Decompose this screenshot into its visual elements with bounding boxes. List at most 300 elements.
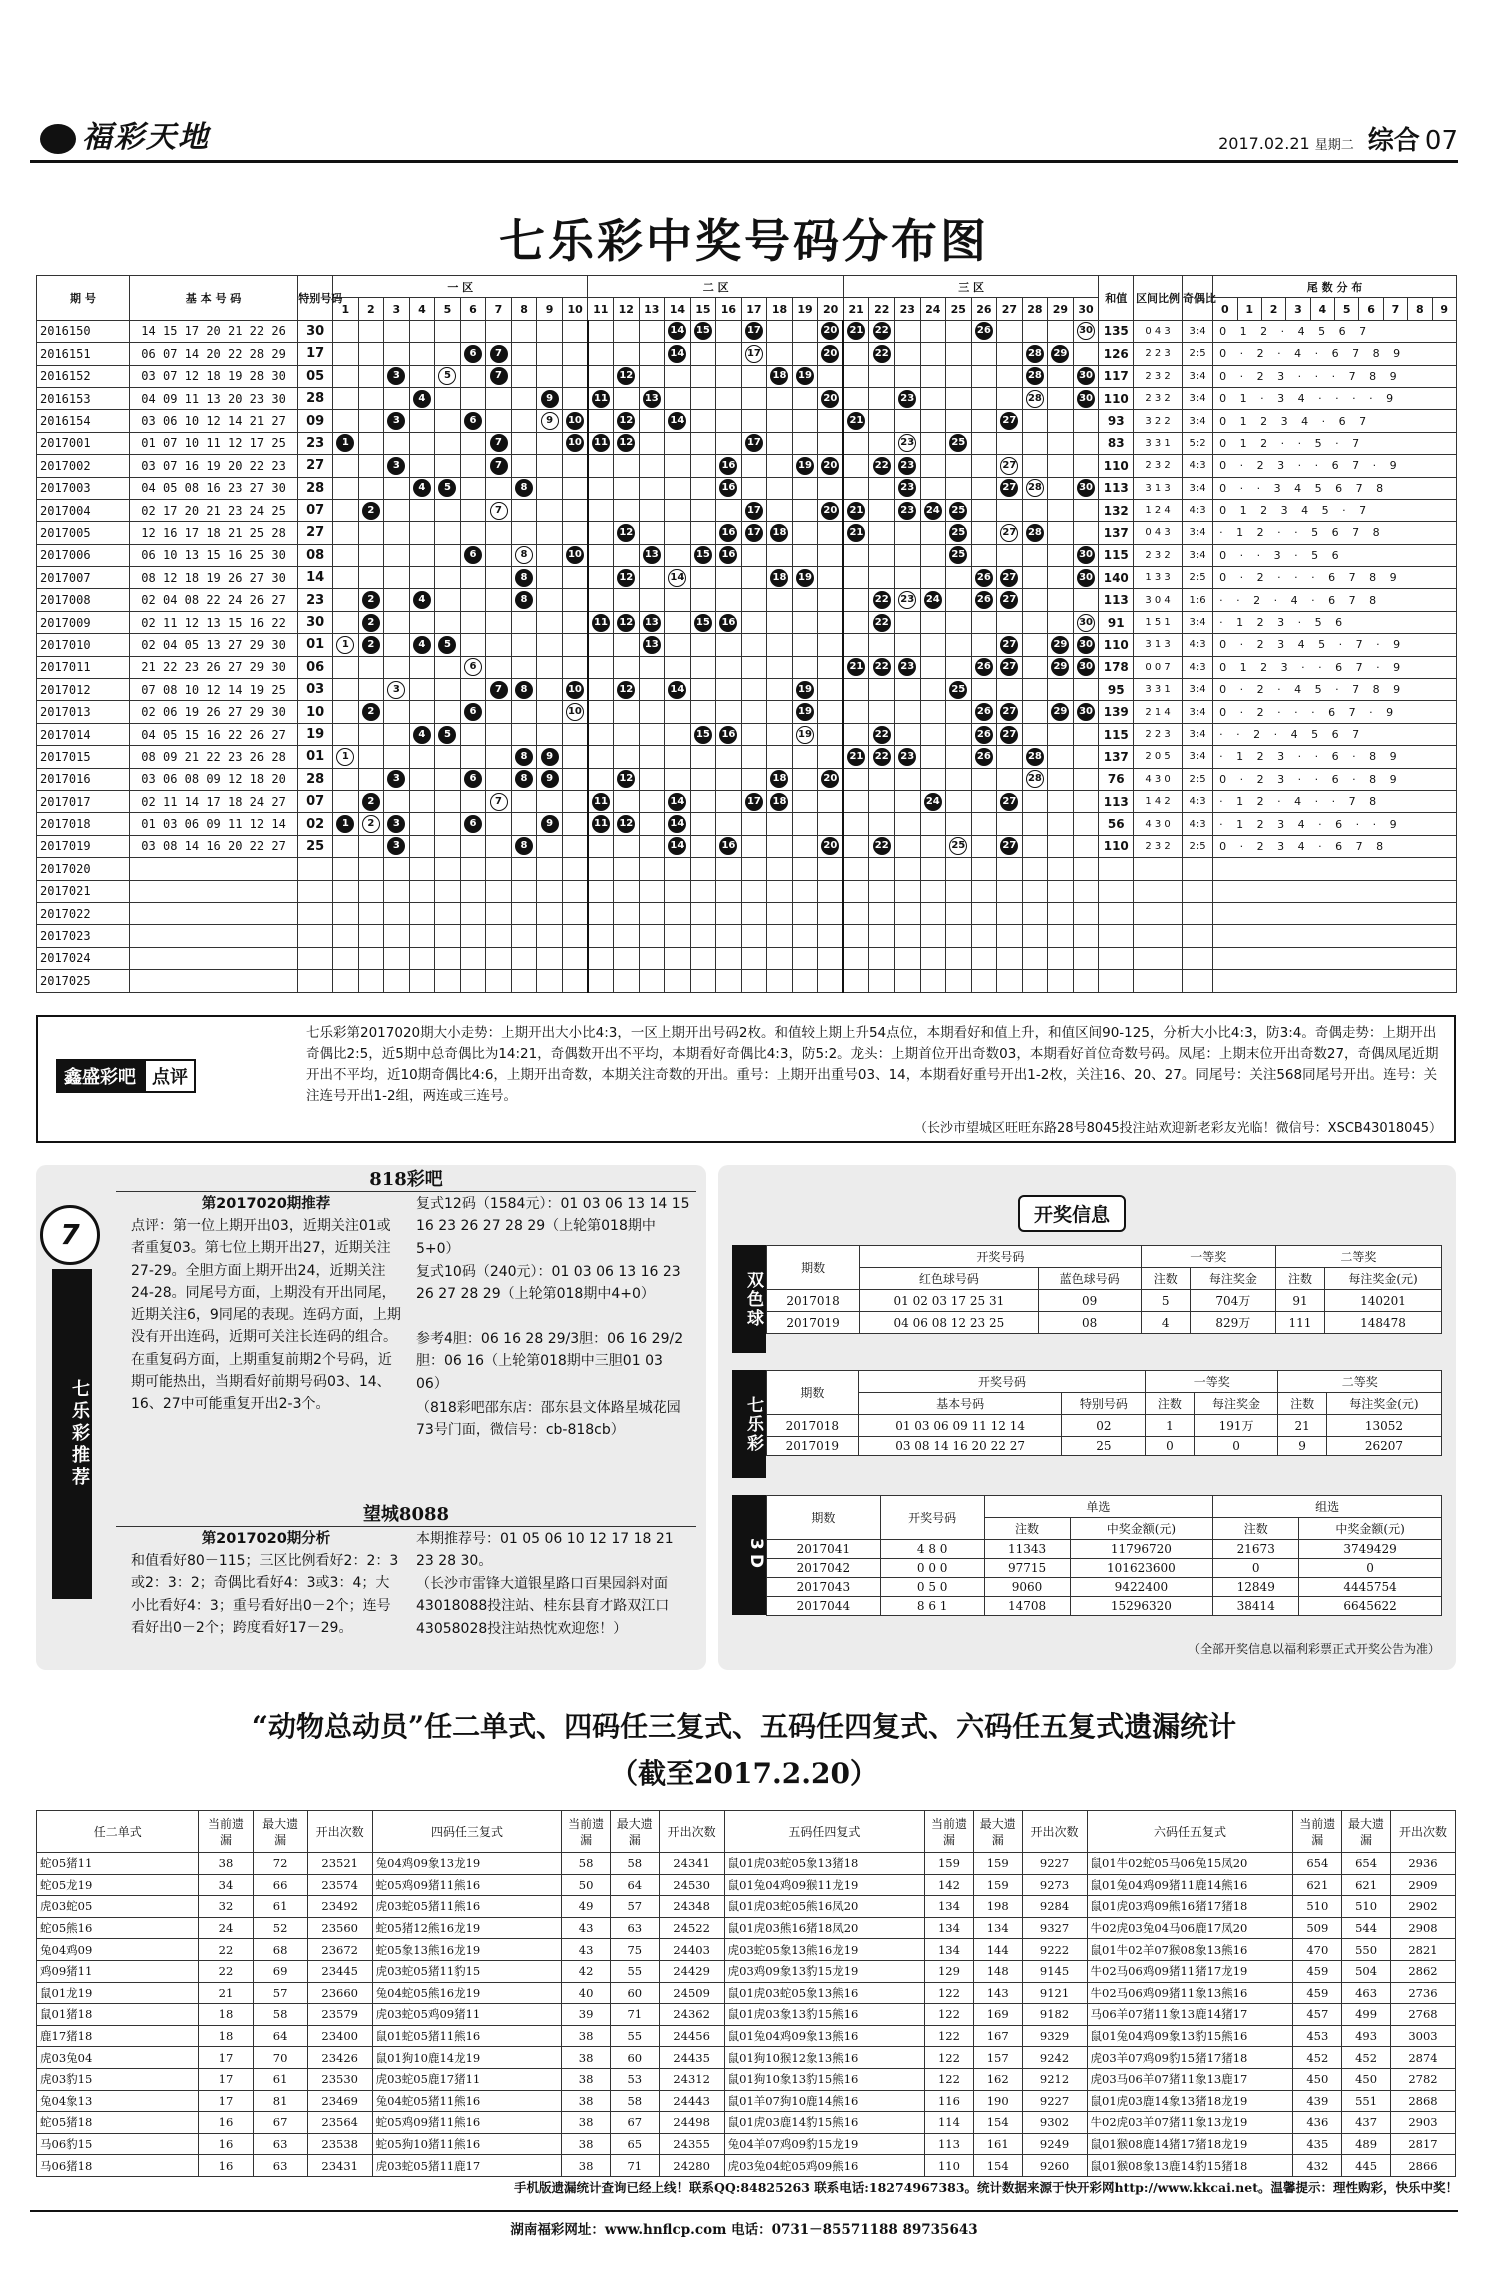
number-cell — [1048, 387, 1074, 409]
drawn-ball: 17 — [745, 793, 763, 811]
zone-number-header: 26 — [971, 298, 997, 320]
table-header: 红色球号码 — [860, 1268, 1039, 1290]
number-cell — [1048, 365, 1074, 387]
page-title: 七乐彩中奖号码分布图 — [499, 214, 989, 268]
omission-row — [37, 1874, 1456, 1896]
number-cell — [358, 477, 384, 499]
number-cell — [767, 813, 793, 835]
number-cell — [384, 499, 410, 521]
number-cell — [639, 365, 665, 387]
number-cell — [869, 746, 895, 768]
number-cell — [971, 813, 997, 835]
number-cell — [639, 858, 665, 880]
number-cell — [1022, 432, 1048, 454]
omission-cell: 9227 — [1022, 2090, 1087, 2112]
number-cell — [435, 880, 461, 902]
drawn-ball: 7 — [490, 457, 508, 475]
drawn-ball: 23 — [898, 390, 916, 408]
number-cell — [614, 365, 640, 387]
number-cell — [971, 611, 997, 633]
number-cell — [614, 947, 640, 969]
number-cell — [1073, 544, 1099, 566]
sum-cell: 178 — [1099, 656, 1134, 678]
omission-cell: 24362 — [659, 2004, 724, 2026]
grid-row — [37, 723, 1457, 745]
drawn-ball: 10 — [566, 412, 584, 430]
number-cell — [767, 410, 793, 432]
number-cell — [588, 723, 614, 745]
number-cell — [358, 499, 384, 521]
drawn-ball: 27 — [1000, 703, 1018, 721]
number-cell — [1048, 835, 1074, 857]
table-cell: 8 6 1 — [880, 1597, 984, 1616]
table-header: 每注奖金 — [1190, 1268, 1275, 1290]
drawn-ball: 25 — [949, 502, 967, 520]
number-cell — [537, 455, 563, 477]
number-cell — [971, 567, 997, 589]
omission-row — [37, 2090, 1456, 2112]
omission-cell: 75 — [610, 1939, 659, 1961]
number-cell — [358, 880, 384, 902]
number-cell — [562, 835, 588, 857]
oddeven-cell: 3:4 — [1182, 387, 1212, 409]
number-cell — [869, 432, 895, 454]
number-cell — [792, 813, 818, 835]
drawn-ball: 30 — [1077, 703, 1095, 721]
number-cell — [486, 768, 512, 790]
number-cell — [946, 746, 972, 768]
number-cell — [460, 746, 486, 768]
tails-cell — [1213, 880, 1457, 902]
table-header: 注数 — [1275, 1268, 1324, 1290]
number-cell — [1022, 544, 1048, 566]
omission-cell: 虎03蛇05鹿17猪11 — [372, 2068, 562, 2090]
number-cell — [1073, 835, 1099, 857]
rec-title: 第2017020期推荐 — [201, 1196, 331, 1212]
drawn-ball: 27 — [1000, 837, 1018, 855]
number-cell — [869, 858, 895, 880]
number-cell — [384, 365, 410, 387]
number-cell — [665, 567, 691, 589]
oddeven-cell: 4:3 — [1182, 455, 1212, 477]
omission-cell: 38 — [562, 2047, 611, 2069]
number-cell — [435, 858, 461, 880]
sum-cell: 117 — [1099, 365, 1134, 387]
col-oddeven: 奇偶比 — [1182, 276, 1212, 321]
special-number-cell: 07 — [298, 499, 333, 521]
number-cell — [358, 365, 384, 387]
number-cell — [741, 768, 767, 790]
number-cell — [716, 835, 742, 857]
drawn-ball: 13 — [643, 390, 661, 408]
tails-cell: 0 · 2 3 4 · 6 7 8 — [1213, 835, 1457, 857]
number-cell — [1022, 387, 1048, 409]
number-cell — [665, 835, 691, 857]
number-cell — [767, 499, 793, 521]
number-cell — [358, 813, 384, 835]
range-cell: 3 3 1 — [1134, 432, 1183, 454]
drawn-ball: 7 — [490, 681, 508, 699]
period-cell: 2017018 — [37, 813, 130, 835]
number-cell — [614, 790, 640, 812]
number-cell — [486, 387, 512, 409]
table-header: 开奖号码 — [858, 1371, 1146, 1393]
number-cell — [1048, 790, 1074, 812]
number-cell — [614, 634, 640, 656]
col-special: 特别号码 — [298, 276, 333, 321]
drawn-ball: 26 — [975, 322, 993, 340]
number-cell — [869, 768, 895, 790]
omission-cell: 71 — [610, 2155, 659, 2177]
number-cell — [333, 656, 359, 678]
number-cell — [741, 365, 767, 387]
period-cell: 2017020 — [37, 858, 130, 880]
number-cell — [614, 410, 640, 432]
review-badge: 鑫盛彩吧 点评 — [56, 1059, 196, 1093]
drawn-ball: 8 — [515, 748, 533, 766]
number-cell — [511, 835, 537, 857]
ssq-table — [766, 1245, 1442, 1334]
range-cell — [1134, 902, 1183, 924]
drawn-ball: 18 — [770, 793, 788, 811]
oddeven-cell: 4:3 — [1182, 499, 1212, 521]
number-cell — [767, 835, 793, 857]
drawn-ball: 20 — [821, 770, 839, 788]
omission-cell: 148 — [973, 1960, 1022, 1982]
period-cell: 2017012 — [37, 679, 130, 701]
number-cell — [409, 768, 435, 790]
number-cell — [767, 611, 793, 633]
number-cell — [792, 611, 818, 633]
number-cell — [435, 432, 461, 454]
number-cell — [614, 320, 640, 342]
range-cell: 0 4 3 — [1134, 522, 1183, 544]
basic-numbers-cell: 07 08 10 12 14 19 25 — [129, 679, 297, 701]
number-cell — [358, 656, 384, 678]
grid-row — [37, 611, 1457, 633]
number-cell — [1022, 925, 1048, 947]
number-cell — [511, 611, 537, 633]
grid-row — [37, 970, 1457, 992]
omission-cell: 17 — [199, 2047, 253, 2069]
range-cell — [1134, 970, 1183, 992]
omission-cell: 蛇05猪18 — [37, 2112, 199, 2134]
number-cell — [716, 768, 742, 790]
number-cell — [486, 410, 512, 432]
drawn-ball: 16 — [719, 524, 737, 542]
number-cell — [639, 880, 665, 902]
omission-cell: 鼠01虎03蛇05象13熊16 — [724, 1982, 924, 2004]
number-cell — [869, 880, 895, 902]
omission-cell: 167 — [973, 2025, 1022, 2047]
number-cell — [614, 768, 640, 790]
omission-header: 五码任四复式 — [724, 1811, 924, 1853]
tail-digit-header: 7 — [1383, 298, 1407, 320]
table-cell: 6645622 — [1299, 1597, 1442, 1616]
table-header: 二等奖 — [1278, 1371, 1442, 1393]
number-cell — [358, 790, 384, 812]
number-cell — [767, 925, 793, 947]
omission-cell: 蛇05象13熊16龙19 — [372, 1939, 562, 1961]
range-cell: 1 5 1 — [1134, 611, 1183, 633]
number-cell — [946, 880, 972, 902]
number-cell — [511, 522, 537, 544]
grid-row — [37, 387, 1457, 409]
table-row — [767, 1559, 1442, 1578]
period-cell: 2017016 — [37, 768, 130, 790]
number-cell — [818, 925, 844, 947]
omission-cell: 蛇05猪12熊16龙19 — [372, 1917, 562, 1939]
omission-header: 最大遗漏 — [1342, 1811, 1391, 1853]
omission-cell: 190 — [973, 2090, 1022, 2112]
zone-number-header: 3 — [384, 298, 410, 320]
oddeven-cell: 3:4 — [1182, 701, 1212, 723]
number-cell — [486, 701, 512, 723]
number-cell — [869, 589, 895, 611]
number-cell — [614, 432, 640, 454]
number-cell — [971, 522, 997, 544]
number-cell — [562, 768, 588, 790]
number-cell — [971, 679, 997, 701]
number-cell — [665, 970, 691, 992]
drawn-ball: 19 — [796, 703, 814, 721]
omission-cell: 虎03蛇05象13熊16龙19 — [724, 1939, 924, 1961]
number-cell — [588, 477, 614, 499]
number-cell — [946, 320, 972, 342]
number-cell — [486, 589, 512, 611]
number-cell — [435, 611, 461, 633]
number-cell — [690, 365, 716, 387]
omission-cell: 23660 — [307, 1982, 372, 2004]
number-cell — [716, 432, 742, 454]
omission-cell: 2821 — [1390, 1939, 1455, 1961]
drawn-ball: 12 — [617, 770, 635, 788]
number-cell — [333, 701, 359, 723]
sum-cell: 56 — [1099, 813, 1134, 835]
number-cell — [843, 544, 869, 566]
number-cell — [537, 611, 563, 633]
number-cell — [409, 925, 435, 947]
range-cell — [1134, 880, 1183, 902]
number-cell — [869, 410, 895, 432]
number-cell — [997, 858, 1023, 880]
number-cell — [537, 746, 563, 768]
tails-cell — [1213, 947, 1457, 969]
number-cell — [435, 768, 461, 790]
number-cell — [639, 656, 665, 678]
range-cell: 2 2 3 — [1134, 343, 1183, 365]
number-cell — [486, 813, 512, 835]
number-cell — [843, 432, 869, 454]
number-cell — [665, 365, 691, 387]
number-cell — [409, 499, 435, 521]
number-cell — [614, 343, 640, 365]
number-cell — [665, 320, 691, 342]
omission-cell: 113 — [925, 2133, 974, 2155]
table-header: 每注奖金(元) — [1325, 1268, 1442, 1290]
number-cell — [537, 925, 563, 947]
number-cell — [767, 455, 793, 477]
number-cell — [894, 365, 920, 387]
omission-cell: 122 — [925, 2068, 974, 2090]
number-cell — [511, 432, 537, 454]
number-cell — [920, 499, 946, 521]
number-cell — [971, 544, 997, 566]
number-cell — [997, 679, 1023, 701]
number-cell — [435, 902, 461, 924]
number-cell — [333, 567, 359, 589]
number-cell — [409, 544, 435, 566]
table-row — [767, 1312, 1442, 1334]
drawn-ball: 21 — [847, 748, 865, 766]
number-cell — [869, 611, 895, 633]
number-cell — [767, 343, 793, 365]
table-cell: 03 08 14 16 20 22 27 — [858, 1437, 1062, 1456]
drawn-ball: 26 — [975, 748, 993, 766]
number-cell — [333, 925, 359, 947]
drawn-ball: 11 — [592, 390, 610, 408]
tails-cell: 0 · · 3 4 5 6 7 8 — [1213, 477, 1457, 499]
period-cell: 2017015 — [37, 746, 130, 768]
number-cell — [1022, 679, 1048, 701]
period-cell: 2017022 — [37, 902, 130, 924]
number-cell — [818, 701, 844, 723]
drawn-ball: 17 — [745, 322, 763, 340]
grid-row — [37, 679, 1457, 701]
omission-cell: 544 — [1342, 1917, 1391, 1939]
number-cell — [537, 634, 563, 656]
table-cell: 2017018 — [767, 1290, 860, 1312]
number-cell — [486, 925, 512, 947]
table-cell: 0 0 0 — [880, 1559, 984, 1578]
oddeven-cell: 4:3 — [1182, 634, 1212, 656]
tail-digit-header: 1 — [1237, 298, 1261, 320]
omission-table — [36, 1810, 1456, 2177]
omission-cell: 39 — [562, 2004, 611, 2026]
number-cell — [511, 813, 537, 835]
number-cell — [409, 858, 435, 880]
number-cell — [997, 567, 1023, 589]
table-cell: 21673 — [1213, 1540, 1299, 1559]
special-number-cell: 28 — [298, 768, 333, 790]
number-cell — [639, 410, 665, 432]
number-cell — [894, 768, 920, 790]
number-cell — [716, 858, 742, 880]
tail-digit-header: 2 — [1261, 298, 1285, 320]
number-cell — [1022, 902, 1048, 924]
drawn-ball: 25 — [949, 546, 967, 564]
table-cell: 12849 — [1213, 1578, 1299, 1597]
number-cell — [639, 768, 665, 790]
omission-cell: 马06豹15 — [37, 2133, 199, 2155]
number-cell — [358, 387, 384, 409]
number-cell — [588, 343, 614, 365]
number-cell — [409, 365, 435, 387]
sum-cell: 140 — [1099, 567, 1134, 589]
period-cell: 2017017 — [37, 790, 130, 812]
number-cell — [997, 746, 1023, 768]
table-header: 中奖金额(元) — [1070, 1518, 1213, 1540]
omission-cell: 蛇05猪11 — [37, 1853, 199, 1875]
number-cell — [843, 477, 869, 499]
number-cell — [639, 947, 665, 969]
number-cell — [1048, 455, 1074, 477]
number-cell — [997, 656, 1023, 678]
number-cell — [741, 432, 767, 454]
drawn-ball: 27 — [1000, 726, 1018, 744]
omission-cell: 43 — [562, 1939, 611, 1961]
omission-cell: 143 — [973, 1982, 1022, 2004]
number-cell — [1022, 813, 1048, 835]
number-cell — [818, 589, 844, 611]
number-cell — [946, 813, 972, 835]
special-ball: 27 — [1000, 457, 1018, 475]
number-cell — [537, 320, 563, 342]
number-cell — [460, 499, 486, 521]
number-cell — [665, 343, 691, 365]
range-cell: 4 3 0 — [1134, 813, 1183, 835]
number-cell — [639, 813, 665, 835]
number-cell — [333, 902, 359, 924]
table-cell: 14708 — [984, 1597, 1070, 1616]
number-cell — [639, 387, 665, 409]
number-cell — [665, 768, 691, 790]
omission-cell: 9222 — [1022, 1939, 1087, 1961]
number-cell — [869, 365, 895, 387]
period-cell: 2016154 — [37, 410, 130, 432]
omission-cell: 38 — [562, 2068, 611, 2090]
number-cell — [511, 880, 537, 902]
omission-cell: 鼠01虎03蛇05象13猪18 — [724, 1853, 924, 1875]
number-cell — [716, 320, 742, 342]
number-cell — [818, 880, 844, 902]
d3-label: 3D — [732, 1495, 766, 1615]
number-cell — [614, 477, 640, 499]
zone-number-header: 13 — [639, 298, 665, 320]
number-cell — [384, 611, 410, 633]
range-cell: 3 1 3 — [1134, 634, 1183, 656]
drawn-ball: 22 — [873, 614, 891, 632]
number-cell — [562, 320, 588, 342]
drawn-ball: 19 — [796, 681, 814, 699]
number-cell — [920, 343, 946, 365]
number-cell — [588, 410, 614, 432]
sum-cell: 113 — [1099, 477, 1134, 499]
number-cell — [1073, 522, 1099, 544]
number-cell — [537, 343, 563, 365]
omission-cell: 9284 — [1022, 1896, 1087, 1918]
number-cell — [537, 477, 563, 499]
number-cell — [588, 634, 614, 656]
sum-cell — [1099, 970, 1134, 992]
number-cell — [997, 723, 1023, 745]
drawn-ball: 14 — [668, 793, 686, 811]
table-header: 开奖号码 — [860, 1246, 1141, 1268]
drawn-ball: 2 — [362, 502, 380, 520]
omission-cell: 兔04鸡09象13龙19 — [372, 1853, 562, 1875]
number-cell — [716, 365, 742, 387]
number-cell — [997, 790, 1023, 812]
number-cell — [358, 320, 384, 342]
number-cell — [665, 589, 691, 611]
number-cell — [639, 701, 665, 723]
special-number-cell: 02 — [298, 813, 333, 835]
drawn-ball: 2 — [362, 614, 380, 632]
number-cell — [511, 365, 537, 387]
range-cell: 2 3 2 — [1134, 365, 1183, 387]
drawn-ball: 2 — [362, 591, 380, 609]
number-cell — [716, 634, 742, 656]
